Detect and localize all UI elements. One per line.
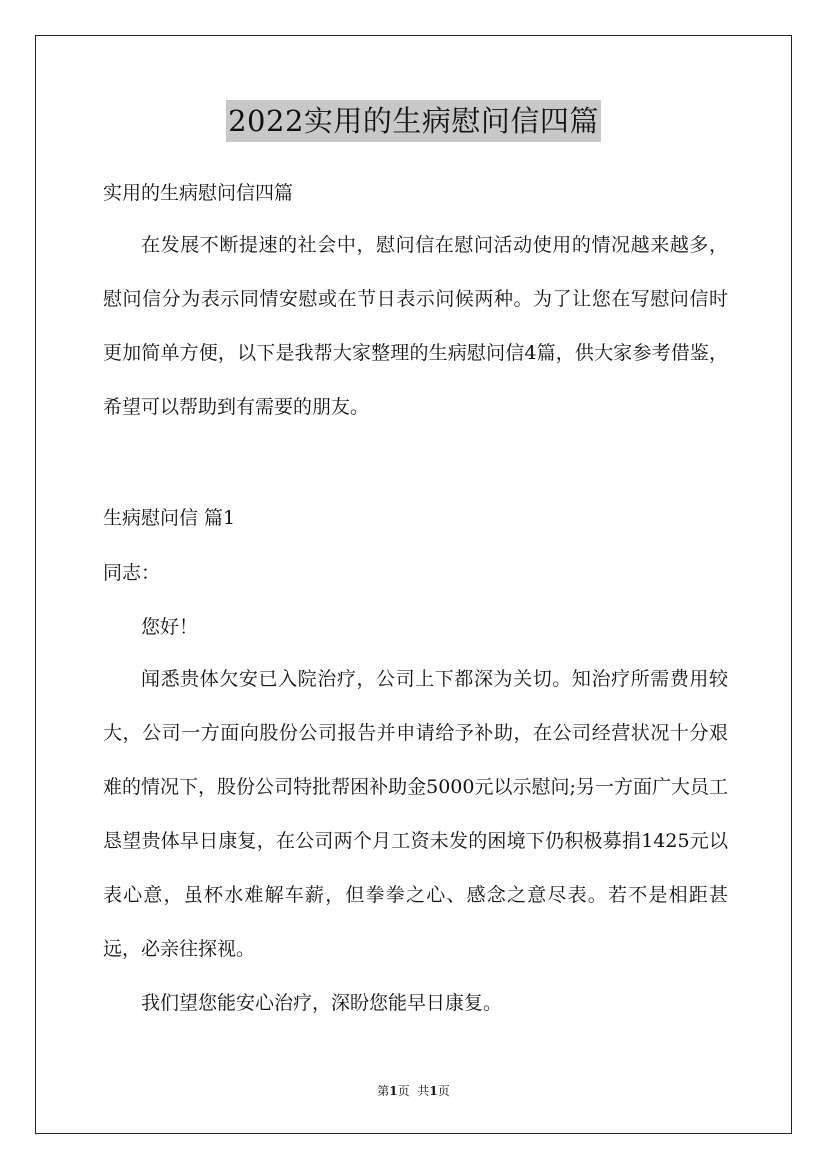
closing-paragraph: 我们望您能安心治疗，深盼您能早日康复。 <box>141 992 503 1014</box>
page-footer <box>0 1083 827 1099</box>
document-title: 2022实用的生病慰问信四篇 <box>226 100 601 142</box>
intro-paragraph: 在发展不断提速的社会中，慰问信在慰问活动使用的情况越来越多，慰问信分为表示同情安慰或在节日表示问候两种。为了让您在写慰问信时更加简单方便，以下是我帮大家整理的生病慰问信4篇，供大家参考借鉴，希望可以帮助到有需要的朋友。 <box>103 234 728 418</box>
footer-total-suffix: 页 <box>437 1084 450 1098</box>
footer-page-mid: 页 <box>397 1084 410 1098</box>
footer-page-number: 1 <box>389 1084 398 1098</box>
section-heading: 生病慰问信 篇1 <box>103 507 236 529</box>
body-paragraph: 闻悉贵体欠安已入院治疗，公司上下都深为关切。知治疗所需费用较大，公司一方面向股份公司报告并申请给予补助，在公司经营状况十分艰难的情况下，股份公司特批帮困补助金5000元以示慰问;另一方面广大员工恳望贵体早日康复，在公司两个月工资未发的困境下仍积极募捐1425元以表心意，虽杯水难解车薪，但拳拳之心、感念之意尽表。若不是相距甚远，必亲往探视。 <box>103 668 728 960</box>
footer-page-prefix: 第 <box>377 1084 390 1098</box>
title-container <box>0 100 827 142</box>
footer-total-pages: 1 <box>429 1084 438 1098</box>
greeting: 您好！ <box>141 616 199 638</box>
footer-total-prefix: 共 <box>417 1084 430 1098</box>
salutation: 同志： <box>103 562 161 584</box>
document-subtitle: 实用的生病慰问信四篇 <box>103 182 294 204</box>
